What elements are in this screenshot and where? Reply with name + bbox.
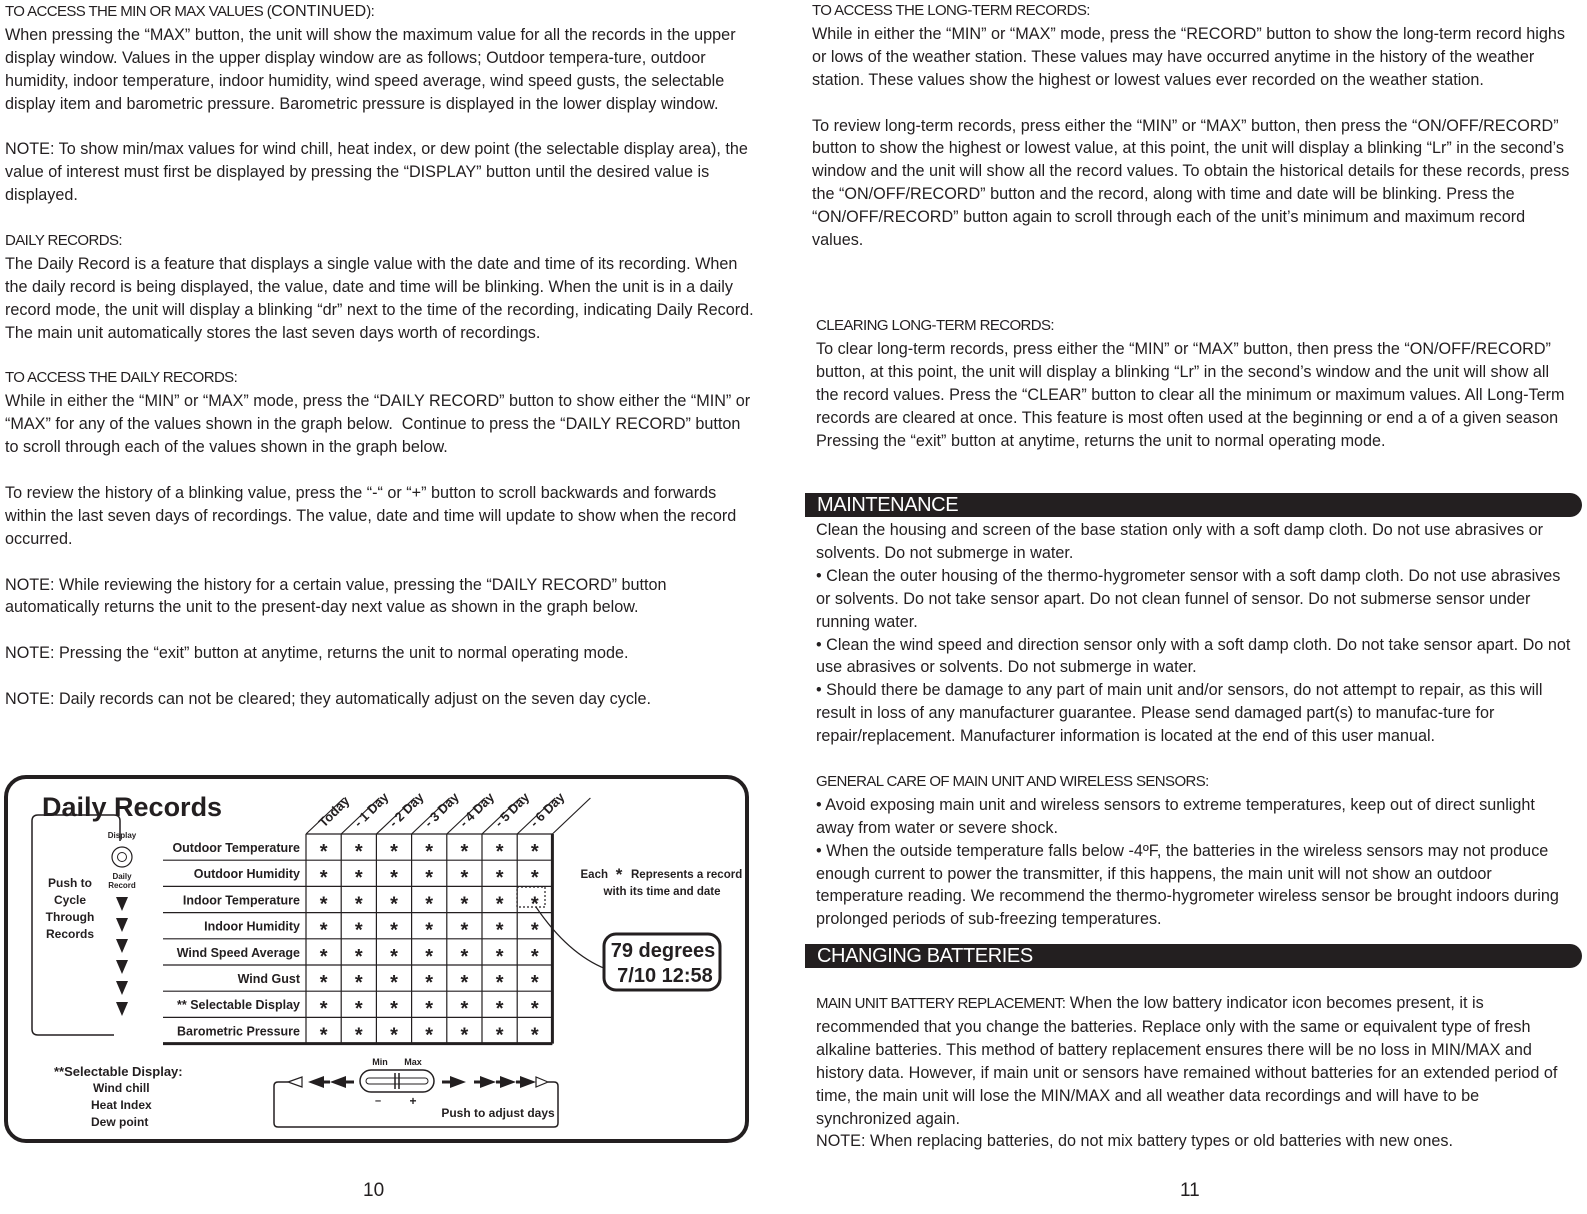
down-arrow: [116, 897, 128, 911]
min-max-rocker-button-icon: [360, 1070, 434, 1092]
display-button-label: Display: [107, 831, 137, 840]
record-star: *: [495, 945, 504, 968]
row-label: Outdoor Humidity: [193, 867, 300, 882]
max-label: Max: [404, 1057, 422, 1067]
record-star: *: [495, 841, 504, 863]
record-star: *: [530, 841, 539, 863]
record-star: *: [425, 998, 434, 1021]
selectable-item-wind-chill: Wind chill: [93, 1081, 150, 1095]
maintenance-body: Clean the housing and screen of the base station only with a soft damp cloth. Do not use abrasives or solvents. Do not submerge in water. • Clean the outer housing of the thermo-hygrometer sensor with a soft damp cloth. Do not use abrasives or solvents. Do not take sensor apart. Do not clean funnel of sensor. Do not submerse sensor under running water. • Clean the wind speed and direction sensor only with a soft damp cloth. Do not take sensor apart. Do not use abrasives or solvents. Do not submerge in water. • Should there be damage to any part of main unit and/or sensors, do not attempt to repair, as this will result in loss of any manufacturer guarantee. Please send damaged part(s) to manufac-ture for repair/replacement. Manufacturer information is located at the end of this user manual.: [816, 521, 1571, 746]
battery-body: When the low battery indicator icon becomes present, it is recommended that you change the batteries. Replace only with the same or equivalent type of fresh alkaline batteries. This method of battery replacement ensures there will be no loss in MIN/MAX and history data. However, if main unit or sensors have remained without batteries for an extended period of time, the main unit will lose the MIN/MAX and all weather data recordings and will have to be synchronized again.: [816, 994, 1562, 1128]
record-star: *: [425, 972, 434, 994]
record-star: *: [354, 972, 363, 994]
day-header: - 1 Day: [350, 789, 392, 831]
access-daily-body: While in either the “MIN” or “MAX” mode, press the “DAILY RECORD” button to show either the “MIN” or “MAX” for any of the values shown in the graph below. Continue to press the “DAILY RECORD” button to scroll through each of the values shown in the graph below.: [5, 392, 755, 457]
min-max-section: [5, 0, 757, 116]
clearing-body: To clear long-term records, press either the “MIN” or “MAX” button, then press the “ON/OFF/RECORD” button, at this point, the unit will display a blinking “Lr” in the second’s window and the unit will show all the record values. Press the “CLEAR” button to clear all the minimum or maximum values. All Long-Term records are cleared at once. This feature is most often used at the beginning or end a of a given season Pressing the “exit” button at anytime, returns the unit to normal operating mode.: [816, 339, 1570, 450]
callout-datetime: 7/10 12:58: [617, 965, 713, 987]
down-arrow: [116, 1002, 128, 1016]
record-star: *: [530, 998, 539, 1021]
record-star: *: [354, 919, 363, 942]
back-arrows-icon: [288, 1076, 354, 1088]
daily-records-heading: DAILY RECORDS:: [5, 232, 122, 250]
record-star: *: [425, 919, 434, 942]
long-term-review: To review long-term records, press either the “MIN” or “MAX” button, then press the “ON/OFF/RECORD” button to show the highest or lowest value, at this point, the unit will display a blinking “Lr” in the second’s window and the unit will show all the record values. To obtain the historical details for these records, press the “ON/OFF/RECORD” button and the record, along with time and date will be blinking. Press the “ON/OFF/RECORD” button again to scroll through each of the unit’s minimum and maximum record values.: [812, 116, 1574, 250]
general-care-heading: GENERAL CARE OF MAIN UNIT AND WIRELESS SENSORS:: [816, 772, 1209, 790]
each-note-prefix: Each: [580, 869, 608, 881]
day-header: - 6 Day: [526, 789, 568, 831]
record-star: *: [530, 919, 539, 942]
each-note-star-icon: *: [615, 865, 623, 884]
record-star: *: [460, 1024, 469, 1047]
push-cycle-line-3: Through: [45, 910, 95, 924]
record-star: *: [319, 1024, 328, 1047]
min-max-heading: [5, 3, 374, 20]
batteries-title: CHANGING BATTERIES: [817, 945, 1033, 967]
record-star: *: [390, 972, 398, 994]
record-star: *: [495, 867, 504, 890]
access-daily-section: [5, 367, 757, 459]
long-term-body: While in either the “MIN” or “MAX” mode, press the “RECORD” button to show the long-term record highs or lows of the weather station. These values may have occurred anytime in the history of the weather station. These values show the highest or lowest values ever recorded on the weather station.: [812, 24, 1570, 89]
row-label: ** Selectable Display: [177, 998, 300, 1013]
day-headers: [316, 789, 568, 830]
cycle-loop-line: [32, 815, 120, 1035]
record-star: *: [495, 972, 504, 994]
daily-record-label-2: Record: [108, 881, 136, 890]
record-star: *: [495, 1024, 504, 1047]
note-reviewing: NOTE: While reviewing the history for a certain value, pressing the “DAILY RECORD” button automatically returns the unit to the present-day next value as shown in the graph below.: [5, 575, 672, 617]
day-header: - 3 Day: [421, 789, 462, 831]
general-care-section: [816, 771, 1576, 931]
record-stars: [320, 841, 539, 1046]
record-star: *: [425, 841, 434, 863]
push-cycle-line-1: Push to: [48, 876, 92, 890]
battery-heading: MAIN UNIT BATTERY REPLACEMENT:: [816, 995, 1066, 1012]
day-header: - 5 Day: [491, 789, 533, 831]
record-star: *: [460, 945, 469, 968]
maintenance-section: [816, 519, 1576, 931]
record-star: *: [530, 1024, 539, 1047]
access-daily-heading: TO ACCESS THE DAILY RECORDS:: [5, 369, 238, 387]
page-number-left: 10: [363, 1180, 385, 1201]
review-history-body: To review the history of a blinking value, press the “-“ or “+” button to scroll backwards and forwards within the last seven days of recordings. The value, date and time will update to show when the record occurred.: [5, 483, 741, 548]
record-star: *: [460, 972, 469, 994]
batteries-band: [805, 944, 1582, 968]
plus-label: +: [409, 1094, 417, 1108]
down-arrow: [116, 981, 128, 995]
note-min-max: NOTE: To show min/max values for wind chill, heat index, or dew point (the selectable display area), the value of interest must first be displayed by pressing the “DISPLAY” button until the desired value is displayed.: [5, 140, 753, 205]
record-star: *: [319, 867, 328, 890]
display-button-icon: [112, 847, 132, 867]
note-cleared: NOTE: Daily records can not be cleared; they automatically adjust on the seven day cycle.: [5, 690, 652, 709]
record-star: *: [319, 893, 328, 916]
record-row-labels: [172, 841, 300, 1038]
callout-value: 79 degrees: [610, 940, 716, 962]
note-exit: NOTE: Pressing the “exit” button at anytime, returns the unit to normal operating mode.: [5, 644, 629, 663]
record-star: *: [390, 919, 398, 942]
clearing-paragraph: [816, 315, 1571, 452]
record-star: *: [354, 893, 363, 916]
battery-note: NOTE: When replacing batteries, do not mix battery types or old batteries with new ones.: [816, 1132, 1454, 1151]
record-star: *: [319, 841, 328, 863]
day-header: - 2 Day: [385, 789, 427, 831]
push-adjust-days-label: Push to adjust days: [441, 1106, 555, 1120]
page-number-right: 11: [1180, 1180, 1200, 1201]
forward-arrows-icon: [442, 1076, 548, 1088]
record-star: *: [495, 998, 504, 1021]
record-star: *: [354, 1024, 363, 1047]
row-label: Outdoor Temperature: [172, 841, 300, 855]
record-star: *: [390, 998, 398, 1021]
record-star: *: [390, 867, 398, 890]
record-star: *: [425, 945, 434, 968]
record-star: *: [460, 919, 469, 942]
daily-records-diagram: [4, 775, 749, 1143]
row-label: Indoor Temperature: [182, 893, 300, 908]
down-arrow: [116, 918, 128, 932]
battery-paragraph: [816, 992, 1574, 1130]
right-page-column: [812, 0, 1572, 252]
record-star: *: [354, 945, 363, 968]
push-cycle-line-4: Records: [45, 927, 95, 941]
record-star: *: [390, 841, 398, 863]
down-arrow: [116, 960, 128, 974]
min-max-body: When pressing the “MAX” button, the unit will show the maximum value for all the records in the upper display window. Values in the upper display window are as follows; Outdoor tempera-ture, outdoor humidity, indoor temperature, indoor humidity, wind speed average, wind speed gusts, the selectable display item and barometric pressure. Barometric pressure is displayed in the lower display window.: [5, 25, 741, 113]
row-label: Indoor Humidity: [204, 919, 300, 934]
diagram-title: Daily Records: [42, 792, 223, 822]
record-star: *: [390, 893, 398, 916]
down-arrows-icon: [116, 897, 128, 1016]
row-label: Wind Speed Average: [176, 945, 300, 960]
day-header: - 4 Day: [456, 789, 498, 831]
maintenance-title: MAINTENANCE: [817, 494, 959, 516]
record-star: *: [354, 841, 363, 863]
record-star: *: [354, 998, 363, 1021]
selectable-item-heat-index: Heat Index: [91, 1098, 152, 1112]
callout-leader-line: [536, 907, 606, 969]
long-term-section: [812, 0, 1572, 92]
record-star: *: [319, 945, 328, 968]
record-star: *: [460, 893, 469, 916]
daily-records-body: The Daily Record is a feature that displays a single value with the date and time of its recording. When the daily record is being displayed, the value, date and time will be blinking. When the unit is in a daily record mode, the unit will display a blinking “dr” next to the time of the recording, indicating Daily Record. The main unit automatically stores the last seven days worth of recordings.: [5, 254, 758, 342]
record-star: *: [495, 919, 504, 942]
record-star: *: [530, 893, 539, 916]
record-star: *: [425, 867, 434, 890]
continued-label: CONTINUED: [271, 3, 367, 20]
daily-records-figure: [8, 779, 749, 1143]
batteries-section: [816, 992, 1574, 1153]
push-cycle-line-2: Cycle: [53, 893, 87, 907]
record-star: *: [354, 867, 363, 890]
general-care-body: • Avoid exposing main unit and wireless sensors to extreme temperatures, keep out of direct sunlight away from water or severe shock. • When the outside temperature falls below -4ºF, the batteries in the wireless sensors may not produce enough current to power the transmitter, if this happens, the main unit will not show an outdoor temperature reading. We recommend the thermo-hygrometer wireless sensor be brought indoors during prolonged periods of sub-freezing temperatures.: [816, 795, 1559, 929]
long-term-heading: TO ACCESS THE LONG-TERM RECORDS:: [812, 2, 1090, 19]
record-star: *: [530, 867, 539, 890]
selectable-display-heading: **Selectable Display:: [54, 1064, 183, 1079]
daily-records-section: [5, 230, 757, 345]
record-star: *: [530, 972, 539, 994]
day-header: Today: [315, 793, 353, 831]
each-note-suffix: Represents a record: [631, 869, 743, 881]
record-star: *: [425, 1024, 434, 1047]
record-star: *: [530, 945, 539, 968]
maintenance-band: [805, 493, 1582, 517]
min-label: Min: [372, 1057, 388, 1067]
minus-label: –: [374, 1095, 382, 1107]
clearing-section: [816, 315, 1571, 452]
min-max-heading-text: TO ACCESS THE MIN OR MAX VALUES (: [5, 3, 272, 20]
record-star: *: [460, 841, 469, 863]
down-arrow: [116, 939, 128, 953]
min-max-heading-close: ):: [366, 3, 375, 20]
clearing-heading: CLEARING LONG-TERM RECORDS:: [816, 317, 1054, 334]
record-star: *: [390, 1024, 398, 1047]
record-star: *: [495, 893, 504, 916]
row-label: Wind Gust: [237, 972, 300, 986]
record-star: *: [319, 998, 328, 1021]
daily-record-label-1: Daily: [112, 872, 132, 881]
record-star: *: [425, 893, 434, 916]
selectable-item-dew-point: Dew point: [91, 1115, 149, 1129]
row-label: Barometric Pressure: [177, 1024, 300, 1039]
left-page-column: [5, 0, 757, 711]
record-star: *: [319, 972, 328, 994]
record-star: *: [390, 945, 398, 968]
each-note-line-2: with its time and date: [603, 886, 721, 898]
record-star: *: [460, 998, 469, 1021]
record-star: *: [319, 919, 328, 942]
record-star: *: [460, 867, 469, 890]
